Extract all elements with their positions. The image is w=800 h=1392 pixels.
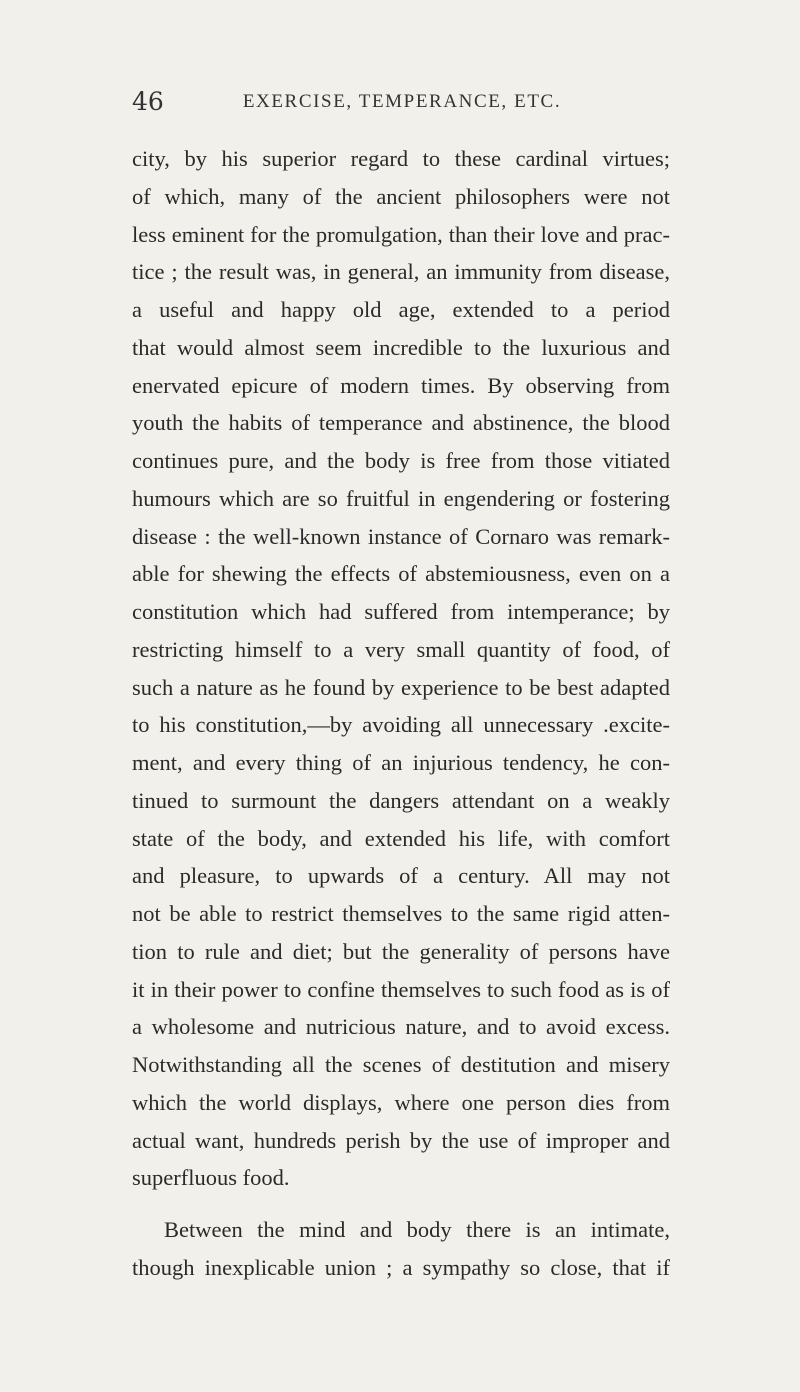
text-line: not be able to restrict themselves to the same rigid atten- — [132, 901, 670, 926]
text-line: actual want, hundreds perish by the use of improper and — [132, 1127, 670, 1153]
text-line: and pleasure, to upwards of a century. All may not — [132, 863, 670, 889]
text-line: state of the body, and extended his life, with comfort — [132, 825, 670, 851]
paragraph — [132, 1211, 670, 1287]
text-line: enervated epicure of modern times. By observing from — [132, 372, 670, 398]
text-line: constitution which had suffered from intemperance; by — [132, 599, 670, 624]
page-number: 46 — [132, 87, 164, 116]
text-line: it in their power to confine themselves to such food as is of — [132, 976, 670, 1002]
paragraph — [132, 140, 670, 1197]
text-line: humours which are so fruitful in engendering or fostering — [132, 485, 670, 511]
text-line: tinued to surmount the dangers attendant on a weakly — [132, 787, 670, 813]
text-line: that would almost seem incredible to the luxurious and — [132, 334, 670, 360]
running-head — [132, 84, 672, 120]
text-line: a useful and happy old age, extended to a period — [132, 297, 670, 322]
text-line: tice ; the result was, in general, an immunity from disease, — [132, 259, 670, 285]
running-head-title: EXERCISE, TEMPERANCE, ETC. — [242, 91, 562, 112]
text-line: of which, many of the ancient philosophers were not — [132, 183, 670, 209]
text-line: though inexplicable union ; a sympathy so close, that if — [132, 1254, 670, 1280]
text-line: city, by his superior regard to these cardinal virtues; — [132, 146, 670, 171]
text-line: Between the mind and body there is an intimate, — [164, 1217, 670, 1242]
text-line: superfluous food. — [132, 1165, 290, 1191]
text-line: youth the habits of temperance and abstinence, the blood — [132, 410, 670, 436]
text-line: which the world displays, where one person dies from — [132, 1089, 670, 1115]
text-line: tion to rule and diet; but the generality of persons have — [132, 938, 670, 964]
text-line: restricting himself to a very small quantity of food, of — [132, 636, 670, 662]
text-line: disease : the well-known instance of Cornaro was remark- — [132, 523, 670, 549]
text-line: less eminent for the promulgation, than their love and prac- — [132, 221, 670, 247]
text-line: a wholesome and nutricious nature, and to avoid excess. — [132, 1014, 670, 1040]
text-line: Notwithstanding all the scenes of destitution and misery — [132, 1052, 670, 1077]
text-line: such a nature as he found by experience to be best adapted — [132, 674, 670, 700]
text-line: to his constitution,—by avoiding all unnecessary .excite- — [132, 712, 670, 738]
text-line: able for shewing the effects of abstemiousness, even on a — [132, 561, 670, 587]
body-text — [132, 140, 670, 1287]
paragraph-gap — [132, 1197, 670, 1211]
text-line: continues pure, and the body is free from those vitiated — [132, 448, 670, 473]
text-line: ment, and every thing of an injurious tendency, he con- — [132, 750, 670, 775]
